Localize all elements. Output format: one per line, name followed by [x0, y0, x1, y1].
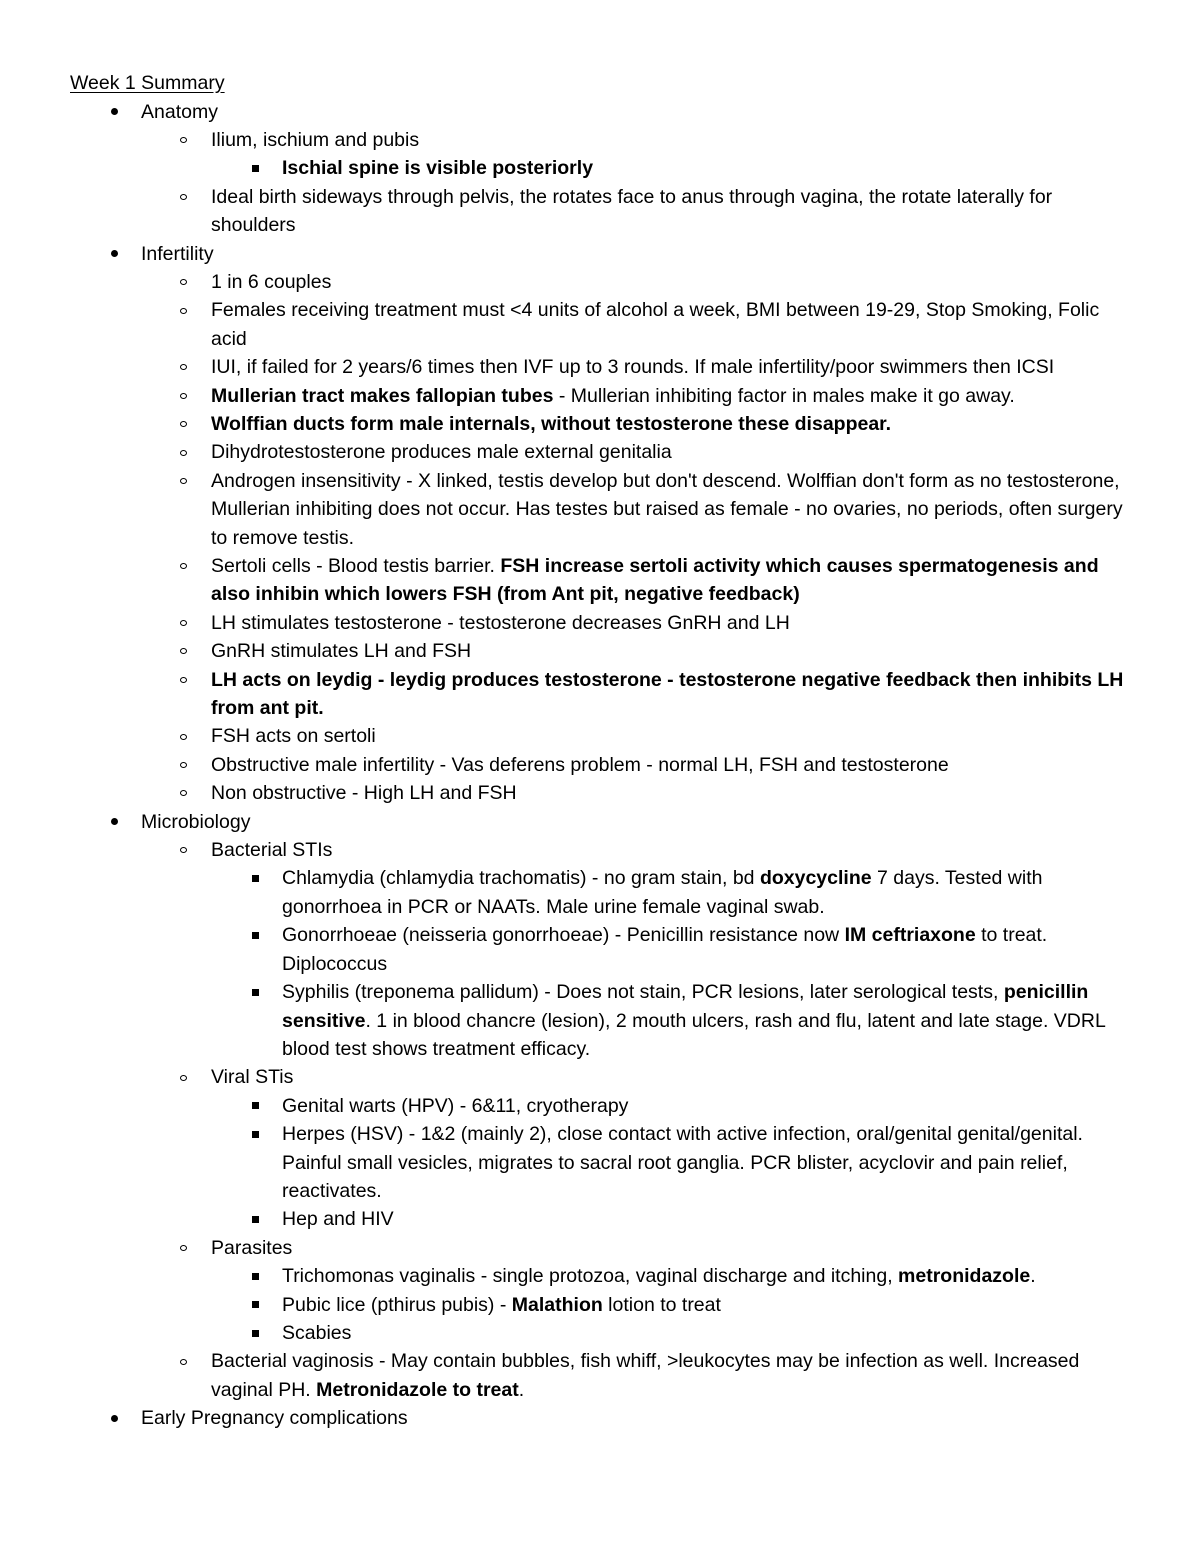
list-item-level-1	[0, 240, 1200, 268]
list-item-text	[211, 382, 1131, 410]
list-item-text	[211, 666, 1131, 723]
list-item-level-2	[0, 382, 1200, 410]
square-bullet-icon	[248, 1319, 262, 1347]
hollow-bullet-icon	[176, 126, 190, 154]
hollow-bullet-icon	[176, 609, 190, 637]
text-run: Anatomy	[141, 100, 218, 123]
hollow-bullet-icon	[176, 1063, 190, 1091]
square-bullet-icon	[248, 1262, 262, 1290]
list-item-text	[211, 126, 1131, 154]
list-item-text	[211, 779, 1131, 807]
text-run: - Mullerian inhibiting factor in males make it go away.	[553, 384, 1015, 407]
hollow-bullet-icon	[176, 1234, 190, 1262]
square-bullet-icon	[248, 864, 262, 892]
list-item-text	[211, 353, 1131, 381]
text-run: lotion to treat	[602, 1293, 721, 1316]
list-item-level-3	[0, 1205, 1200, 1233]
list-item-level-3	[0, 154, 1200, 182]
list-item-text	[211, 552, 1131, 609]
list-item-level-2	[0, 1063, 1200, 1091]
text-run: Ideal birth sideways through pelvis, the rotates face to anus through vagina, the rotate laterally for shoulders	[211, 185, 1053, 237]
list-item-text	[282, 154, 1140, 182]
hollow-bullet-icon	[176, 410, 190, 438]
list-item-level-1	[0, 98, 1200, 126]
list-item-level-3	[0, 1319, 1200, 1347]
list-item-text	[282, 1319, 1140, 1347]
list-item-level-2	[0, 779, 1200, 807]
square-bullet-icon	[248, 154, 262, 182]
list-item-text	[141, 808, 1141, 836]
filled-bullet-icon	[108, 808, 120, 836]
list-item-level-2	[0, 722, 1200, 750]
list-item-level-2	[0, 751, 1200, 779]
text-run: Herpes (HSV) - 1&2 (mainly 2), close contact with active infection, oral/genital genital/genital. Painful small vesicles, migrates to sacral root ganglia. PCR blister, acyclovir and pain relief, reactivates.	[282, 1123, 1083, 1202]
text-run: Obstructive male infertility - Vas deferens problem - normal LH, FSH and testosterone	[211, 753, 949, 776]
text-run: Parasites	[211, 1236, 293, 1259]
list-item-text	[282, 1092, 1140, 1120]
square-bullet-icon	[248, 1092, 262, 1120]
hollow-bullet-icon	[176, 1347, 190, 1375]
square-bullet-icon	[248, 1120, 262, 1148]
text-run: Scabies	[282, 1321, 352, 1344]
list-item-text	[211, 1063, 1131, 1091]
text-run: . 1 in blood chancre (lesion), 2 mouth ulcers, rash and flu, latent and late stage. VDRL blood test shows treatment efficacy.	[282, 1009, 1106, 1060]
square-bullet-icon	[248, 921, 262, 949]
list-item-text	[211, 751, 1131, 779]
hollow-bullet-icon	[176, 353, 190, 381]
text-run: LH stimulates testosterone - testosterone decreases GnRH and LH	[211, 611, 790, 634]
list-item-text	[282, 921, 1140, 978]
list-item-text	[211, 722, 1131, 750]
list-item-level-2	[0, 467, 1200, 552]
bold-text-run: IM ceftriaxone	[844, 924, 976, 947]
list-item-level-2	[0, 609, 1200, 637]
list-item-level-2	[0, 268, 1200, 296]
bold-text-run: Mullerian tract makes fallopian tubes	[211, 384, 554, 407]
text-run: Hep and HIV	[282, 1208, 394, 1231]
text-run: Early Pregnancy complications	[141, 1407, 408, 1430]
text-run: .	[518, 1378, 525, 1401]
hollow-bullet-icon	[176, 438, 190, 466]
list-item-level-1	[0, 1404, 1200, 1432]
text-run: Infertility	[141, 242, 214, 265]
list-item-level-3	[0, 1291, 1200, 1319]
list-item-text	[211, 410, 1131, 438]
text-run: Non obstructive - High LH and FSH	[211, 782, 517, 805]
list-item-level-2	[0, 126, 1200, 154]
bold-text-run: Malathion	[511, 1293, 603, 1316]
bold-text-run: Wolffian ducts form male internals, without testosterone these disappear.	[211, 412, 892, 435]
square-bullet-icon	[248, 978, 262, 1006]
list-item-text	[211, 183, 1131, 240]
text-run: Syphilis (treponema pallidum) - Does not stain, PCR lesions, later serological tests,	[282, 981, 1004, 1004]
square-bullet-icon	[248, 1205, 262, 1233]
list-item-text	[282, 1291, 1140, 1319]
list-item-level-2	[0, 552, 1200, 609]
hollow-bullet-icon	[176, 637, 190, 665]
filled-bullet-icon	[108, 98, 120, 126]
list-item-text	[141, 98, 1141, 126]
list-item-level-2	[0, 836, 1200, 864]
list-item-text	[211, 1347, 1131, 1404]
text-run: Androgen insensitivity - X linked, testis develop but don't descend. Wolffian don't form as no testosterone, Mullerian inhibiting does not occur. Has testes but raised as female - no ovaries, no periods, often surgery to remove testis.	[211, 469, 1123, 549]
hollow-bullet-icon	[176, 382, 190, 410]
text-run: Females receiving treatment must <4 units of alcohol a week, BMI between 19-29, Stop Smoking, Folic acid	[211, 299, 1100, 350]
filled-bullet-icon	[108, 1404, 120, 1432]
hollow-bullet-icon	[176, 296, 190, 324]
hollow-bullet-icon	[176, 722, 190, 750]
bold-text-run: FSH increase sertoli activity which causes spermatogenesis and also inhibin which lowers FSH (from Ant pit, negative feedback)	[211, 555, 1099, 606]
hollow-bullet-icon	[176, 183, 190, 211]
hollow-bullet-icon	[176, 467, 190, 495]
text-run: Microbiology	[141, 810, 251, 833]
text-run: Sertoli cells - Blood testis barrier.	[211, 555, 501, 577]
list-item-text	[211, 836, 1131, 864]
list-item-level-1	[0, 808, 1200, 836]
text-run: FSH acts on sertoli	[211, 725, 376, 748]
text-run: 1 in 6 couples	[211, 270, 332, 293]
text-run: Viral STis	[211, 1066, 294, 1089]
hollow-bullet-icon	[176, 268, 190, 296]
hollow-bullet-icon	[176, 836, 190, 864]
list-item-text	[282, 978, 1140, 1063]
text-run: Chlamydia (chlamydia trachomatis) - no gram stain, bd	[282, 867, 760, 890]
list-item-level-3	[0, 978, 1200, 1063]
text-run: Pubic lice (pthirus pubis) -	[282, 1293, 512, 1316]
text-run: Genital warts (HPV) - 6&11, cryotherapy	[282, 1094, 629, 1117]
list-item-level-2	[0, 183, 1200, 240]
list-item-text	[282, 1205, 1140, 1233]
list-item-text	[211, 637, 1131, 665]
text-run: GnRH stimulates LH and FSH	[211, 640, 472, 663]
bullet-outline	[0, 98, 1200, 1433]
list-item-text	[211, 467, 1131, 552]
list-item-text	[282, 1120, 1140, 1205]
list-item-text	[282, 1262, 1140, 1290]
list-item-text	[141, 1404, 1141, 1432]
square-bullet-icon	[248, 1291, 262, 1319]
list-item-text	[282, 864, 1140, 921]
list-item-text	[211, 1234, 1131, 1262]
text-run: .	[1030, 1265, 1036, 1288]
list-item-level-2	[0, 296, 1200, 353]
page-title: Week 1 Summary	[70, 72, 225, 94]
bold-text-run: Metronidazole to treat	[316, 1378, 519, 1401]
text-run: Ilium, ischium and pubis	[211, 128, 420, 151]
list-item-level-3	[0, 921, 1200, 978]
list-item-level-3	[0, 864, 1200, 921]
hollow-bullet-icon	[176, 666, 190, 694]
text-run: Bacterial STIs	[211, 839, 333, 862]
text-run: 7 days. Tested with gonorrhoea in PCR or NAATs. Male urine female vaginal swab.	[282, 867, 1043, 918]
hollow-bullet-icon	[176, 552, 190, 580]
text-run: IUI, if failed for 2 years/6 times then IVF up to 3 rounds. If male infertility/poor swimmers then ICSI	[211, 356, 1055, 379]
list-item-level-2	[0, 410, 1200, 438]
list-item-level-3	[0, 1262, 1200, 1290]
list-item-text	[211, 438, 1131, 466]
text-run: Gonorrhoeae (neisseria gonorrhoeae) - Penicillin resistance now	[282, 924, 845, 947]
list-item-level-2	[0, 1347, 1200, 1404]
bold-text-run: penicillin sensitive	[282, 981, 1089, 1032]
hollow-bullet-icon	[176, 779, 190, 807]
bold-text-run: LH acts on leydig - leydig produces testosterone - testosterone negative feedback then inhibits LH from ant pit.	[211, 668, 1124, 720]
bold-text-run: metronidazole	[898, 1265, 1031, 1288]
list-item-text	[211, 296, 1131, 353]
list-item-level-3	[0, 1120, 1200, 1205]
list-item-level-2	[0, 353, 1200, 381]
list-item-text	[211, 609, 1131, 637]
list-item-level-2	[0, 637, 1200, 665]
text-run: Dihydrotestosterone produces male external genitalia	[211, 441, 672, 464]
text-run: Bacterial vaginosis - May contain bubbles, fish whiff, >leukocytes may be infection as well. Increased vaginal PH.	[211, 1350, 1080, 1401]
list-item-level-3	[0, 1092, 1200, 1120]
list-item-level-2	[0, 1234, 1200, 1262]
list-item-level-2	[0, 438, 1200, 466]
text-run: to treat. Diplococcus	[282, 924, 1048, 975]
list-item-text	[141, 240, 1141, 268]
text-run: Trichomonas vaginalis - single protozoa, vaginal discharge and itching,	[282, 1265, 899, 1288]
list-item-level-2	[0, 666, 1200, 723]
bold-text-run: doxycycline	[759, 867, 872, 890]
hollow-bullet-icon	[176, 751, 190, 779]
bold-text-run: Ischial spine is visible posteriorly	[282, 157, 594, 180]
list-item-text	[211, 268, 1131, 296]
filled-bullet-icon	[108, 240, 120, 268]
